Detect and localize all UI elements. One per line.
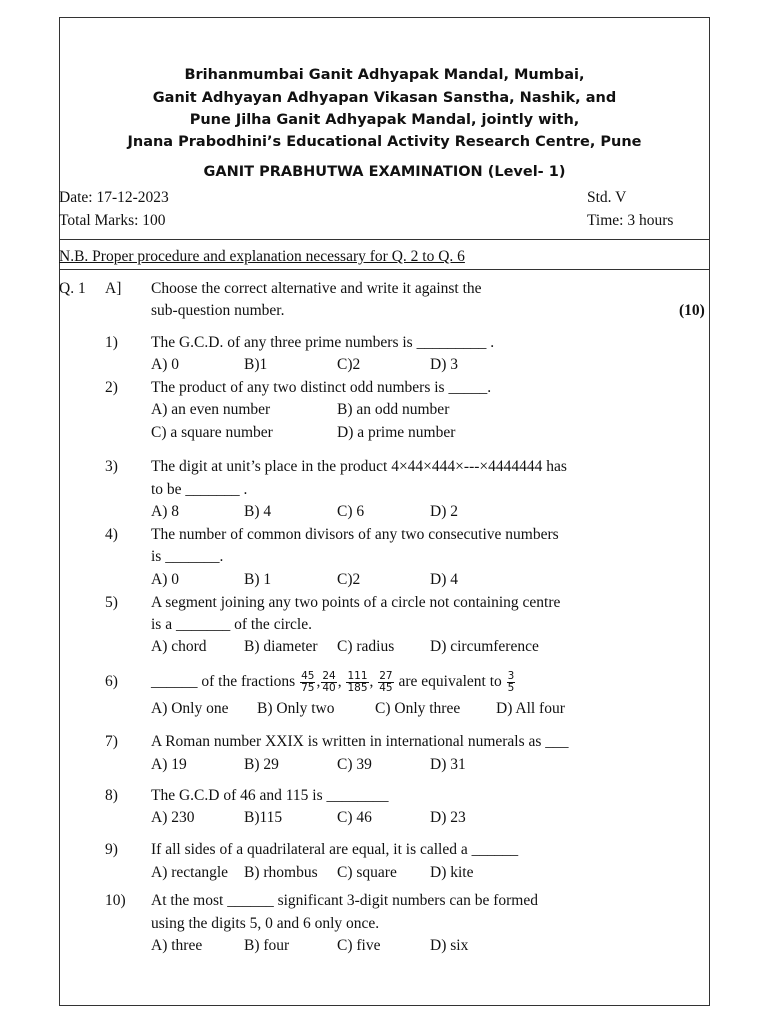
q7-option-c: C) 39 [337,756,372,773]
q1-text: The G.C.D. of any three prime numbers is _________ . [151,334,495,351]
q10-number: 10) [105,892,126,909]
q9-option-c: C) square [337,864,397,881]
q7-option-a: A) 19 [151,756,187,773]
q2-option-b: B) an odd number [337,401,450,418]
q8-option-a: A) 230 [151,809,195,826]
q9-option-a: A) rectangle [151,864,229,881]
q8-text: The G.C.D of 46 and 115 is ________ [151,787,389,804]
fraction-111-185: $\frac{111}{185}$ [347,669,368,694]
q4-number: 4) [105,526,118,543]
q3-option-a: A) 8 [151,503,179,520]
q4-option-c: C)2 [337,571,361,588]
org-line-3: Pune Jilha Ganit Adhyapak Mandal, jointly with, [189,112,580,128]
section-marks: (10) [679,302,705,319]
q7-text: A Roman number XXIX is written in international numerals as ___ [151,733,569,750]
org-line-4: Jnana Prabodhini’s Educational Activity Research Centre, Pune [127,134,642,150]
q10-option-b: B) four [244,937,290,954]
section-instruction-1: Choose the correct alternative and write it against the [151,280,482,297]
q8-option-b: B)115 [244,809,283,826]
standard: Std. V [587,189,627,206]
q3-number: 3) [105,458,118,475]
q9-option-d: D) kite [430,864,474,881]
q10-option-a: A) three [151,937,203,954]
q3-option-d: D) 2 [430,503,458,520]
divider-top [59,239,710,240]
q6-text-pre: ______ of the fractions [151,673,296,690]
divider-bottom [59,269,710,270]
q4-option-d: D) 4 [430,571,458,588]
q10-text-2: using the digits 5, 0 and 6 only once. [151,915,380,932]
org-line-1: Brihanmumbai Ganit Adhyapak Mandal, Mumbai, [184,67,585,83]
q9-number: 9) [105,841,118,858]
q6-text-mid: are equivalent to [398,673,502,690]
q7-option-b: B) 29 [244,756,279,773]
q8-number: 8) [105,787,118,804]
q6-number: 6) [105,673,118,690]
q6-text: ______ of the fractions $\frac{45}{75}$ , $\frac{24}{40}$ , $\frac{111}{185}$ , $\frac{27}{45}$ are equivalent to $\frac{3}{5}$ [151,669,515,694]
org-line-2: Ganit Adhyayan Adhyapan Vikasan Sanstha, Nashik, and [152,90,617,106]
total-marks: Total Marks: 100 [59,212,166,229]
q6-option-b: B) Only two [257,700,335,717]
fraction-3-5: $\frac{3}{5}$ [507,669,515,694]
q2-number: 2) [105,379,118,396]
q4-option-a: A) 0 [151,571,179,588]
q8-option-c: C) 46 [337,809,372,826]
q2-option-a: A) an even number [151,401,271,418]
q1-option-b: B)1 [244,356,268,373]
q5-option-a: A) chord [151,638,207,655]
q4-text-2: is _______. [151,548,224,565]
q6-option-d: D) All four [496,700,565,717]
q2-option-d: D) a prime number [337,424,456,441]
q1-option-c: C)2 [337,356,361,373]
exam-date: Date: 17-12-2023 [59,189,169,206]
q1-number: 1) [105,334,118,351]
section-instruction-2: sub-question number. [151,302,285,319]
q5-option-d: D) circumference [430,638,539,655]
question-label: Q. 1 [59,280,86,297]
q2-option-c: C) a square number [151,424,273,441]
fraction-27-45: $\frac{27}{45}$ [379,669,393,694]
q9-option-b: B) rhombus [244,864,318,881]
q5-text-2: is a _______ of the circle. [151,616,312,633]
q1-option-d: D) 3 [430,356,458,373]
q2-text: The product of any two distinct odd numbers is _____. [151,379,492,396]
exam-title: GANIT PRABHUTWA EXAMINATION (Level- 1) [203,164,566,180]
fraction-24-40: $\frac{24}{40}$ [322,669,336,694]
q3-option-b: B) 4 [244,503,272,520]
q4-option-b: B) 1 [244,571,272,588]
q6-option-a: A) Only one [151,700,229,717]
q4-text-1: The number of common divisors of any two consecutive numbers [151,526,559,543]
exam-time: Time: 3 hours [587,212,674,229]
q3-text-1: The digit at unit’s place in the product 4×44×444×---×4444444 has [151,458,567,475]
q5-number: 5) [105,594,118,611]
q7-number: 7) [105,733,118,750]
q5-option-b: B) diameter [244,638,318,655]
q5-option-c: C) radius [337,638,395,655]
q10-option-c: C) five [337,937,381,954]
q5-text-1: A segment joining any two points of a circle not containing centre [151,594,561,611]
q10-text-1: At the most ______ significant 3-digit numbers can be formed [151,892,538,909]
q8-option-d: D) 23 [430,809,466,826]
q10-option-d: D) six [430,937,469,954]
q9-text: If all sides of a quadrilateral are equal, it is called a ______ [151,841,519,858]
q7-option-d: D) 31 [430,756,466,773]
fraction-45-75: $\frac{45}{75}$ [301,669,315,694]
q3-option-c: C) 6 [337,503,365,520]
q6-option-c: C) Only three [375,700,461,717]
part-label: A] [105,280,122,297]
q3-text-2: to be _______ . [151,481,248,498]
instruction-note: N.B. Proper procedure and explanation necessary for Q. 2 to Q. 6 [59,248,465,265]
q1-option-a: A) 0 [151,356,179,373]
